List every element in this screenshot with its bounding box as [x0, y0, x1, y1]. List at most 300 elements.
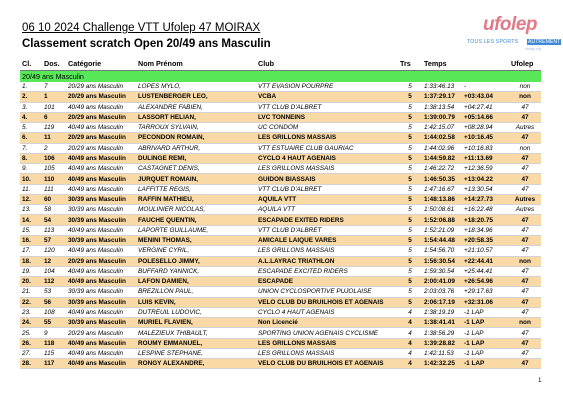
logo-tagline-small: ufolep.org	[525, 47, 541, 51]
table-row	[20, 153, 541, 163]
cell-laps: 4	[398, 359, 422, 369]
table-row	[20, 225, 541, 235]
cell-bib: 2	[42, 143, 66, 153]
cell-laps: 5	[398, 82, 422, 92]
cell-laps: 5	[398, 123, 422, 133]
table-row	[20, 133, 541, 143]
table-row	[20, 328, 541, 338]
cell-club: VCBA	[256, 92, 398, 102]
cell-laps: 5	[398, 235, 422, 245]
results-table	[20, 56, 541, 369]
cell-bib: 55	[42, 318, 66, 328]
table-row	[20, 194, 541, 204]
cell-club: LES GRILLONS MASSAIS	[256, 348, 398, 358]
cell-rank: 25.	[20, 328, 42, 338]
cell-name: LOPES MYLO,	[136, 82, 256, 92]
table-row	[20, 174, 541, 184]
logo-wordmark: ufolep	[483, 14, 537, 35]
cell-gap: +11:13.69	[462, 153, 509, 163]
cell-laps: 4	[398, 328, 422, 338]
cell-time: 1:46:22.72	[422, 164, 462, 174]
cell-rank: 9.	[20, 164, 42, 174]
cell-rank: 12.	[20, 194, 42, 204]
cell-category: 20/29 ans Masculin	[66, 112, 136, 122]
cell-laps: 5	[398, 194, 422, 204]
cell-name: POLESELLO JIMMY,	[136, 256, 256, 266]
cell-category: 40/49 ans Masculin	[66, 307, 136, 317]
cell-club: LES GRILLONS MASSAIS	[256, 246, 398, 256]
cell-category: 40/49 ans Masculin	[66, 102, 136, 112]
table-row	[20, 256, 541, 266]
cell-ufolep: 47	[509, 184, 541, 194]
cell-rank: 1.	[20, 82, 42, 92]
cell-time: 1:52:06.88	[422, 215, 462, 225]
cell-bib: 118	[42, 338, 66, 348]
cell-time: 2:00:41.09	[422, 277, 462, 287]
cell-ufolep: 47	[509, 174, 541, 184]
cell-ufolep: 47	[509, 153, 541, 163]
cell-category: 30/39 ans Masculin	[66, 205, 136, 215]
cell-laps: 4	[398, 307, 422, 317]
cell-club: ESCAPADE EXCITED RIDERS	[256, 266, 398, 276]
table-row	[20, 123, 541, 133]
cell-category: 30/39 ans Masculin	[66, 297, 136, 307]
cell-gap: +26:54.96	[462, 277, 509, 287]
col-header-ufolep: Ufolep	[509, 56, 541, 71]
cell-laps: 5	[398, 133, 422, 143]
cell-rank: 28.	[20, 359, 42, 369]
table-row	[20, 112, 541, 122]
cell-laps: 5	[398, 205, 422, 215]
cell-rank: 26.	[20, 338, 42, 348]
cell-ufolep: 47	[509, 246, 541, 256]
cell-gap: +13:30.54	[462, 184, 509, 194]
cell-gap: -1 LAP	[462, 328, 509, 338]
cell-bib: 54	[42, 215, 66, 225]
cell-category: 40/49 ans Masculin	[66, 153, 136, 163]
cell-rank: 16.	[20, 235, 42, 245]
cell-laps: 5	[398, 287, 422, 297]
table-row	[20, 102, 541, 112]
cell-category: 20/29 ans Masculin	[66, 143, 136, 153]
cell-time: 2:06:17.19	[422, 297, 462, 307]
cell-category: 30/39 ans Masculin	[66, 235, 136, 245]
table-row	[20, 297, 541, 307]
cell-category: 40/49 ans Masculin	[66, 246, 136, 256]
cell-laps: 5	[398, 184, 422, 194]
cell-ufolep: 47	[509, 348, 541, 358]
cell-bib: 58	[42, 205, 66, 215]
table-row	[20, 143, 541, 153]
cell-name: BREZILLON PAUL,	[136, 287, 256, 297]
cell-category: 40/49 ans Masculin	[66, 164, 136, 174]
cell-ufolep: Autres	[509, 205, 541, 215]
cell-name: RAFFIN MATHIEU,	[136, 194, 256, 204]
cell-time: 1:44:02.96	[422, 143, 462, 153]
cell-ufolep: 47	[509, 266, 541, 276]
cell-gap: +22:44.41	[462, 256, 509, 266]
table-row	[20, 184, 541, 194]
table-row	[20, 348, 541, 358]
cell-bib: 105	[42, 164, 66, 174]
cell-rank: 7.	[20, 143, 42, 153]
cell-rank: 3.	[20, 102, 42, 112]
cell-bib: 57	[42, 235, 66, 245]
cell-time: 1:56:30.54	[422, 256, 462, 266]
cell-time: 1:44:59.82	[422, 153, 462, 163]
cell-time: 1:39:28.82	[422, 338, 462, 348]
cell-laps: 5	[398, 164, 422, 174]
cell-category: 20/29 ans Masculin	[66, 82, 136, 92]
cell-category: 30/39 ans Masculin	[66, 215, 136, 225]
cell-laps: 5	[398, 153, 422, 163]
cell-time: 1:50:08.61	[422, 205, 462, 215]
cell-laps: 5	[398, 297, 422, 307]
cell-ufolep: 47	[509, 133, 541, 143]
cell-bib: 7	[42, 82, 66, 92]
table-row	[20, 338, 541, 348]
table-row	[20, 359, 541, 369]
cell-bib: 53	[42, 287, 66, 297]
cell-gap: -1 LAP	[462, 348, 509, 358]
cell-rank: 6.	[20, 133, 42, 143]
cell-laps: 5	[398, 246, 422, 256]
cell-name: LAFON DAMIEN,	[136, 277, 256, 287]
cell-ufolep: 47	[509, 307, 541, 317]
cell-name: MURIEL FLAVIEN,	[136, 318, 256, 328]
cell-rank: 8.	[20, 153, 42, 163]
cell-ufolep: 47	[509, 359, 541, 369]
cell-bib: 1	[42, 92, 66, 102]
table-row	[20, 164, 541, 174]
page-subtitle: Classement scratch Open 20/49 ans Masculin	[22, 38, 271, 50]
cell-ufolep: 47	[509, 297, 541, 307]
cell-ufolep: Autres	[509, 194, 541, 204]
cell-ufolep: Autres	[509, 123, 541, 133]
cell-laps: 5	[398, 256, 422, 266]
cell-name: ABRIVARD ARTHUR,	[136, 143, 256, 153]
col-header-club: Club	[256, 56, 398, 71]
cell-club: LES GRILLONS MASSAIS	[256, 164, 398, 174]
cell-name: DUTREUIL LUDOVIC,	[136, 307, 256, 317]
cell-rank: 10.	[20, 174, 42, 184]
cell-name: TARROUX SYLVAIN,	[136, 123, 256, 133]
table-row	[20, 82, 541, 92]
cell-laps: 5	[398, 266, 422, 276]
cell-name: DULINGE REMI,	[136, 153, 256, 163]
cell-laps: 5	[398, 92, 422, 102]
cell-gap: +10:16.45	[462, 133, 509, 143]
table-row	[20, 277, 541, 287]
cell-ufolep: non	[509, 82, 541, 92]
cell-time: 1:38:19.19	[422, 307, 462, 317]
cell-bib: 56	[42, 297, 66, 307]
cell-gap: +05:14.66	[462, 112, 509, 122]
cell-club: Non Licencié	[256, 318, 398, 328]
cell-laps: 5	[398, 277, 422, 287]
cell-category: 20/29 ans Masculin	[66, 256, 136, 266]
col-header-time: Temps	[422, 56, 462, 71]
cell-time: 1:37:29.17	[422, 92, 462, 102]
cell-gap: +14:27.73	[462, 194, 509, 204]
cell-ufolep: 47	[509, 215, 541, 225]
cell-bib: 113	[42, 225, 66, 235]
cell-ufolep: 47	[509, 235, 541, 245]
cell-name: MOULINIER NICOLAS,	[136, 205, 256, 215]
cell-category: 30/39 ans Masculin	[66, 318, 136, 328]
table-row	[20, 318, 541, 328]
cell-time: 1:52:21.09	[422, 225, 462, 235]
cell-name: BUFFARD YANNICK,	[136, 266, 256, 276]
cell-rank: 2.	[20, 92, 42, 102]
cell-category: 40/49 ans Masculin	[66, 184, 136, 194]
cell-club: ESCAPADE	[256, 277, 398, 287]
cell-name: VERGINE CYRIL,	[136, 246, 256, 256]
cell-ufolep: 47	[509, 164, 541, 174]
cell-time: 1:48:13.86	[422, 194, 462, 204]
cell-club: GUIDON BIASSAIS	[256, 174, 398, 184]
cell-bib: 104	[42, 266, 66, 276]
cell-bib: 120	[42, 246, 66, 256]
cell-club: A.L.LAYRAC TRIATHLON	[256, 256, 398, 266]
cell-laps: 5	[398, 102, 422, 112]
cell-name: LAFFITTE REGIS,	[136, 184, 256, 194]
cell-laps: 5	[398, 174, 422, 184]
cell-club: LES GRILLONS MASSAIS	[256, 133, 398, 143]
cell-category: 40/49 ans Masculin	[66, 277, 136, 287]
category-row	[20, 71, 541, 83]
cell-category: 20/29 ans Masculin	[66, 133, 136, 143]
cell-time: 1:42:32.25	[422, 359, 462, 369]
cell-bib: 112	[42, 277, 66, 287]
cell-rank: 11.	[20, 184, 42, 194]
cell-time: 1:44:02.58	[422, 133, 462, 143]
cell-gap: +18:34.96	[462, 225, 509, 235]
cell-ufolep: 47	[509, 112, 541, 122]
table-row	[20, 287, 541, 297]
cell-bib: 106	[42, 153, 66, 163]
cell-gap: +03:43.04	[462, 92, 509, 102]
cell-club: VTT CLUB D'ALBRET	[256, 102, 398, 112]
cell-category: 40/49 ans Masculin	[66, 338, 136, 348]
logo-tagline: TOUS LES SPORTS	[467, 39, 519, 45]
cell-rank: 27.	[20, 348, 42, 358]
col-header-rank: Cl.	[20, 56, 42, 71]
cell-name: CASTAGNET DENIS,	[136, 164, 256, 174]
cell-time: 1:38:56.29	[422, 328, 462, 338]
cell-gap: -1 LAP	[462, 359, 509, 369]
col-header-laps: Trs	[398, 56, 422, 71]
cell-bib: 108	[42, 307, 66, 317]
cell-club: UC CONDOM	[256, 123, 398, 133]
cell-gap: +16:22.48	[462, 205, 509, 215]
cell-time: 1:38:41.41	[422, 318, 462, 328]
cell-club: VTT CLUB D'ALBRET	[256, 225, 398, 235]
cell-category: 40/49 ans Masculin	[66, 174, 136, 184]
cell-rank: 19.	[20, 266, 42, 276]
cell-club: LVC TONNEINS	[256, 112, 398, 122]
cell-club: CYCLO 4 HAUT AGENAIS	[256, 153, 398, 163]
cell-gap: -1 LAP	[462, 307, 509, 317]
cell-club: VELO CLUB DU BRUILHOIS ET AGENAIS	[256, 359, 398, 369]
cell-rank: 23.	[20, 307, 42, 317]
cell-club: CYCLO 4 HAUT AGENAIS	[256, 307, 398, 317]
cell-name: LESPINE STEPHANE,	[136, 348, 256, 358]
cell-ufolep: non	[509, 318, 541, 328]
table-row	[20, 246, 541, 256]
table-row	[20, 266, 541, 276]
ufolep-logo	[467, 14, 561, 58]
cell-club: ESCAPADE EXITED RIDERS	[256, 215, 398, 225]
cell-gap: +12:36.59	[462, 164, 509, 174]
cell-ufolep: non	[509, 143, 541, 153]
table-header-row	[20, 56, 541, 71]
cell-name: PECONDON ROMAIN,	[136, 133, 256, 143]
cell-gap: -1 LAP	[462, 338, 509, 348]
cell-rank: 22.	[20, 297, 42, 307]
col-header-category: Catégorie	[66, 56, 136, 71]
cell-time: 1:54:44.48	[422, 235, 462, 245]
table-row	[20, 307, 541, 317]
page-number: 1	[538, 377, 542, 384]
cell-laps: 4	[398, 318, 422, 328]
cell-laps: 4	[398, 348, 422, 358]
cell-laps: 5	[398, 225, 422, 235]
cell-category: 40/49 ans Masculin	[66, 348, 136, 358]
cell-category: 20/29 ans Masculin	[66, 92, 136, 102]
cell-gap: -1 LAP	[462, 318, 509, 328]
cell-laps: 5	[398, 143, 422, 153]
cell-time: 1:59:30.54	[422, 266, 462, 276]
cell-ufolep: 47	[509, 338, 541, 348]
cell-rank: 15.	[20, 225, 42, 235]
cell-bib: 115	[42, 348, 66, 358]
cell-bib: 60	[42, 194, 66, 204]
cell-category: 40/49 ans Masculin	[66, 123, 136, 133]
cell-time: 2:03:03.76	[422, 287, 462, 297]
cell-rank: 4.	[20, 112, 42, 122]
cell-rank: 24.	[20, 318, 42, 328]
cell-name: RONGY ALEXANDRE,	[136, 359, 256, 369]
cell-club: VTT CLUB D'ALBRET	[256, 184, 398, 194]
cell-rank: 5.	[20, 123, 42, 133]
cell-club: LES GRILLONS MASSAIS	[256, 338, 398, 348]
cell-category: 40/49 ans Masculin	[66, 225, 136, 235]
cell-name: MENINI THOMAS,	[136, 235, 256, 245]
cell-name: JURQUET ROMAIN,	[136, 174, 256, 184]
cell-club: VELO CLUB DU BRUILHOIS ET AGENAIS	[256, 297, 398, 307]
cell-category: 20/29 ans Masculin	[66, 328, 136, 338]
logo-tagline-highlight: AUTREMENT	[528, 39, 561, 45]
cell-rank: 21.	[20, 287, 42, 297]
cell-category: 40/49 ans Masculin	[66, 359, 136, 369]
cell-ufolep: 47	[509, 277, 541, 287]
cell-club: VTT EVASION POURPRE	[256, 82, 398, 92]
cell-rank: 13.	[20, 205, 42, 215]
cell-ufolep: 47	[509, 287, 541, 297]
cell-gap: +04:27.41	[462, 102, 509, 112]
cell-name: FAUCHE QUENTIN,	[136, 215, 256, 225]
cell-rank: 20.	[20, 277, 42, 287]
col-header-bib: Dos.	[42, 56, 66, 71]
cell-ufolep: 47	[509, 328, 541, 338]
cell-time: 1:38:13.54	[422, 102, 462, 112]
cell-gap: +13:04.22	[462, 174, 509, 184]
cell-category: 40/49 ans Masculin	[66, 266, 136, 276]
cell-time: 1:42:11.53	[422, 348, 462, 358]
cell-rank: 17.	[20, 246, 42, 256]
cell-name: LAPORTE GUILLAUME,	[136, 225, 256, 235]
cell-ufolep: non	[509, 256, 541, 266]
cell-time: 1:54:56.70	[422, 246, 462, 256]
cell-name: ALEXANDRE FABIEN,	[136, 102, 256, 112]
cell-gap: +32:31.06	[462, 297, 509, 307]
cell-club: AQUILA VTT	[256, 194, 398, 204]
cell-gap: +25:44.41	[462, 266, 509, 276]
cell-name: LUIS KEVIN,	[136, 297, 256, 307]
cell-gap: +08:28.94	[462, 123, 509, 133]
cell-rank: 14.	[20, 215, 42, 225]
cell-category: 30/39 ans Masculin	[66, 194, 136, 204]
page-title: 06 10 2024 Challenge VTT Ufolep 47 MOIRAX	[22, 22, 261, 34]
cell-time: 1:46:50.35	[422, 174, 462, 184]
cell-club: UNION CYCLOSPORTIVE PUJOLAISE	[256, 287, 398, 297]
cell-gap: +18:20.75	[462, 215, 509, 225]
cell-name: MALEZIEUX THIBAULT,	[136, 328, 256, 338]
cell-club: AQUILA VTT	[256, 205, 398, 215]
cell-time: 1:47:16.67	[422, 184, 462, 194]
category-label: 20/49 ans Masculin	[20, 71, 541, 83]
cell-gap: +21:10.57	[462, 246, 509, 256]
col-header-gap	[462, 56, 509, 71]
cell-time: 1:33:46.13	[422, 82, 462, 92]
cell-club: SPORTING UNION AGENAIS CYCLISME	[256, 328, 398, 338]
cell-laps: 5	[398, 112, 422, 122]
cell-bib: 6	[42, 112, 66, 122]
cell-rank: 18.	[20, 256, 42, 266]
cell-time: 1:42:15.07	[422, 123, 462, 133]
cell-bib: 12	[42, 256, 66, 266]
cell-laps: 5	[398, 215, 422, 225]
cell-gap: +10:16.83	[462, 143, 509, 153]
cell-laps: 4	[398, 338, 422, 348]
cell-ufolep: 47	[509, 225, 541, 235]
cell-bib: 101	[42, 102, 66, 112]
cell-club: AMICALE LAIQUE VARES	[256, 235, 398, 245]
cell-gap: +29:17.63	[462, 287, 509, 297]
cell-time: 1:39:00.79	[422, 112, 462, 122]
cell-bib: 111	[42, 184, 66, 194]
cell-club: VTT ESTUAIRE CLUB GAURIAC	[256, 143, 398, 153]
cell-name: LUSTENBERGER LEO,	[136, 92, 256, 102]
cell-bib: 9	[42, 328, 66, 338]
cell-bib: 11	[42, 133, 66, 143]
col-header-name: Nom Prénom	[136, 56, 256, 71]
cell-ufolep: non	[509, 92, 541, 102]
cell-ufolep: 47	[509, 102, 541, 112]
table-row	[20, 205, 541, 215]
table-row	[20, 235, 541, 245]
cell-name: ROUMY EMMANUEL,	[136, 338, 256, 348]
cell-bib: 110	[42, 174, 66, 184]
cell-name: LASSORT HELIAN,	[136, 112, 256, 122]
cell-category: 30/39 ans Masculin	[66, 287, 136, 297]
table-row	[20, 92, 541, 102]
cell-gap: -	[462, 82, 509, 92]
cell-bib: 117	[42, 359, 66, 369]
cell-gap: +20:58.35	[462, 235, 509, 245]
table-row	[20, 215, 541, 225]
